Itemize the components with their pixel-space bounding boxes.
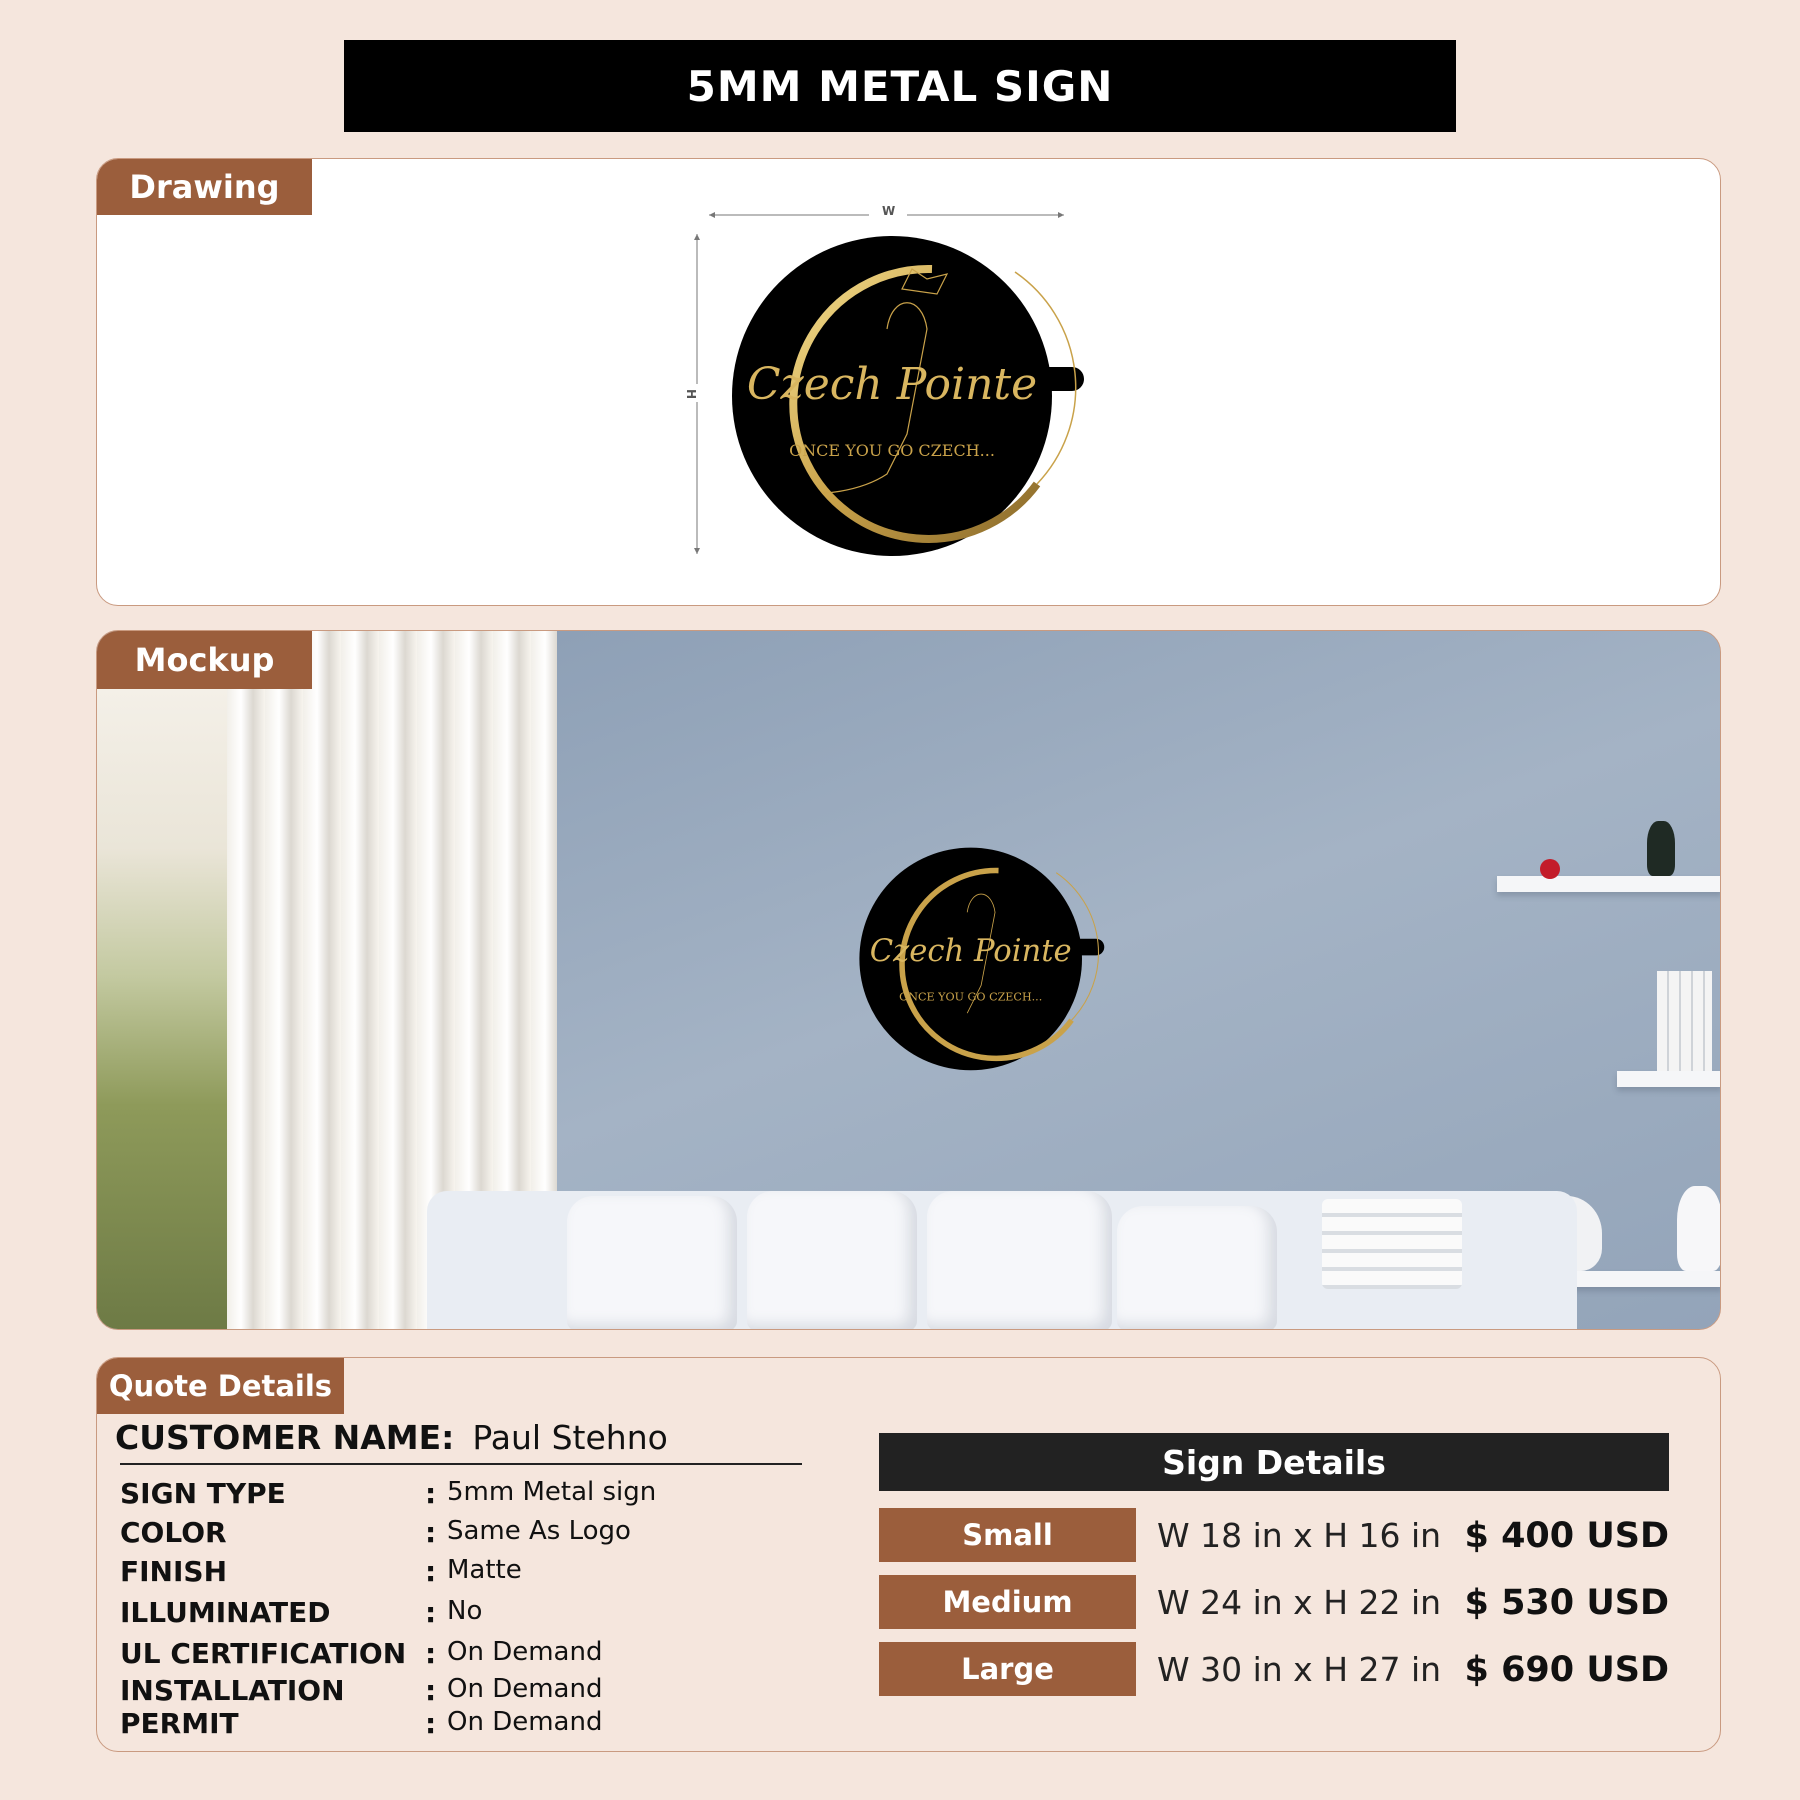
detail-value: Matte	[447, 1555, 522, 1585]
detail-value: Same As Logo	[447, 1516, 631, 1546]
svg-text:ONCE YOU GO CZECH...: ONCE YOU GO CZECH...	[789, 441, 995, 460]
cushion-4	[1117, 1206, 1277, 1330]
shelf-middle	[1617, 1071, 1721, 1087]
shelf-top	[1497, 876, 1721, 892]
size-price: $ 690 USD	[1464, 1650, 1669, 1690]
red-ball	[1540, 859, 1560, 879]
size-row-medium	[879, 1575, 1669, 1629]
mockup-logo-graphic	[842, 801, 1162, 1121]
detail-label: ILLUMINATED	[120, 1596, 331, 1629]
svg-text:Czech Pointe: Czech Pointe	[746, 359, 1038, 410]
svg-text:Czech Pointe: Czech Pointe	[869, 934, 1072, 969]
cushion-3	[927, 1191, 1112, 1330]
detail-label: SIGN TYPE	[120, 1477, 286, 1510]
page-title: 5MM METAL SIGN	[344, 40, 1456, 132]
vase-white	[1677, 1186, 1721, 1271]
detail-label: PERMIT	[120, 1707, 239, 1740]
detail-value: 5mm Metal sign	[447, 1477, 657, 1507]
cushion-2	[747, 1191, 917, 1330]
sign-logo	[707, 234, 1167, 564]
cushion-1	[567, 1196, 737, 1330]
customer-name-row	[115, 1418, 668, 1457]
size-price: $ 530 USD	[1464, 1583, 1669, 1623]
detail-value: On Demand	[447, 1674, 603, 1704]
size-label: Large	[879, 1642, 1136, 1696]
svg-text:ONCE YOU GO CZECH...: ONCE YOU GO CZECH...	[899, 990, 1043, 1004]
vase-top	[1647, 821, 1675, 876]
mockup-panel	[96, 630, 1721, 1330]
detail-value: On Demand	[447, 1707, 603, 1737]
size-row-small	[879, 1508, 1669, 1562]
size-label: Medium	[879, 1575, 1136, 1629]
size-dimensions: W 30 in x H 27 in	[1157, 1650, 1442, 1689]
lamp	[1322, 1199, 1462, 1289]
width-dimension-line	[709, 201, 1169, 231]
detail-label: COLOR	[120, 1516, 227, 1549]
detail-value: On Demand	[447, 1637, 603, 1667]
customer-name-value: Paul Stehno	[472, 1418, 668, 1457]
size-row-large	[879, 1642, 1669, 1696]
size-dimensions: W 24 in x H 22 in	[1157, 1583, 1442, 1622]
customer-underline	[120, 1463, 802, 1465]
mockup-sign	[842, 801, 1162, 1121]
drawing-tag: Drawing	[97, 159, 312, 215]
width-label: W	[882, 204, 896, 218]
customer-name-label: CUSTOMER NAME:	[115, 1418, 455, 1457]
size-dimensions: W 18 in x H 16 in	[1157, 1516, 1442, 1555]
mockup-tag: Mockup	[97, 631, 312, 689]
logo-graphic	[707, 234, 1167, 564]
quote-tag: Quote Details	[97, 1358, 344, 1414]
detail-label: INSTALLATION	[120, 1674, 345, 1707]
detail-label: FINISH	[120, 1555, 227, 1588]
books	[1657, 971, 1712, 1071]
height-label: H	[684, 388, 699, 400]
sign-details-header: Sign Details	[879, 1433, 1669, 1491]
drawing-panel	[96, 158, 1721, 606]
size-label: Small	[879, 1508, 1136, 1562]
detail-value: No	[447, 1596, 483, 1626]
window-view	[97, 687, 247, 1330]
detail-label: UL CERTIFICATION	[120, 1637, 407, 1670]
size-price: $ 400 USD	[1464, 1516, 1669, 1556]
